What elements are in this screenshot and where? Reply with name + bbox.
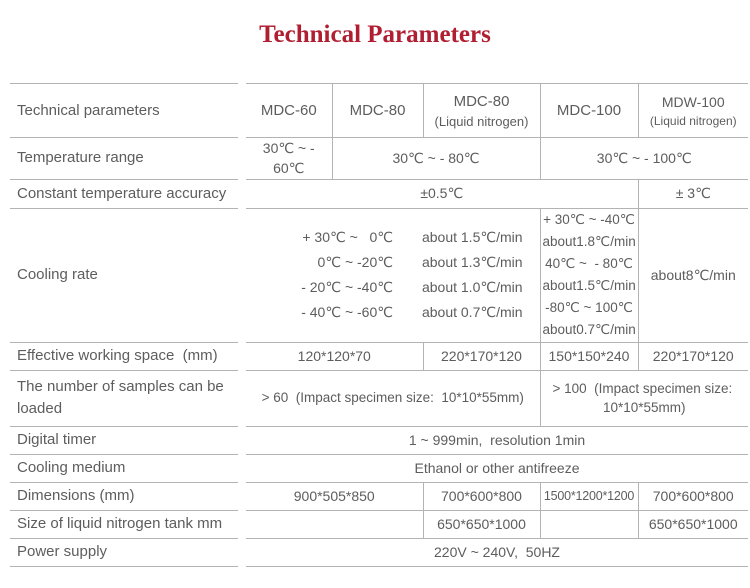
row-label: Dimensions (mm) xyxy=(10,482,238,510)
cell-dimensions-mdc-60-80: 900*505*850 xyxy=(246,482,423,510)
col-header-mdw-100-ln xyxy=(638,84,748,138)
model-name: MDC-60 xyxy=(260,101,317,119)
row-digital-timer xyxy=(10,426,748,454)
row-cooling-rate xyxy=(10,208,748,342)
row-label: Cooling rate xyxy=(10,208,238,342)
model-name: MDC-80 xyxy=(349,101,406,119)
column-gap xyxy=(238,510,246,538)
cell-space-mdc-80-ln: 220*170*120 xyxy=(423,342,540,370)
row-label: Effective working space (mm) xyxy=(10,342,238,370)
cell-space-mdw-100-ln: 220*170*120 xyxy=(638,342,748,370)
row-power-supply xyxy=(10,538,748,566)
model-subtitle: (Liquid nitrogen) xyxy=(649,113,737,128)
row-label: Cooling medium xyxy=(10,454,238,482)
cooling-rate-line: + 30℃ ~ -40℃ xyxy=(543,212,635,228)
row-temperature-range xyxy=(10,138,748,180)
header-row xyxy=(10,84,748,138)
col-header-mdc-80-ln xyxy=(423,84,540,138)
model-subtitle: (Liquid nitrogen) xyxy=(434,113,529,129)
row-label: Constant temperature accuracy xyxy=(10,179,238,208)
row-nitrogen-tank-size xyxy=(10,510,748,538)
model-name: MDC-100 xyxy=(556,101,622,119)
column-gap xyxy=(238,342,246,370)
row-dimensions xyxy=(10,482,748,510)
cell-dimensions-mdc-100: 1500*1200*1200 xyxy=(540,482,638,510)
row-label: Temperature range xyxy=(10,138,238,180)
cell-digital-timer: 1 ~ 999min, resolution 1min xyxy=(246,426,748,454)
model-name: MDW-100 xyxy=(661,94,725,111)
row-label: Size of liquid nitrogen tank mm xyxy=(10,510,238,538)
column-gap xyxy=(238,538,246,566)
cell-samples-group1: > 60 (Impact specimen size: 10*10*55mm) xyxy=(246,370,540,426)
cell-tank-mdc-80-ln: 650*650*1000 xyxy=(423,510,540,538)
cooling-rate-line: 0℃ ~ -20℃ about 1.3℃/min xyxy=(317,254,523,271)
col-header-mdc-100 xyxy=(540,84,638,138)
cell-space-mdc-60-80: 120*120*70 xyxy=(246,342,423,370)
cooling-rate-line: about0.7℃/min xyxy=(542,322,636,338)
row-effective-working-space xyxy=(10,342,748,370)
cell-power-supply: 220V ~ 240V, 50HZ xyxy=(246,538,748,566)
cell-samples-group2: > 100 (Impact specimen size: 10*10*55mm) xyxy=(540,370,748,426)
column-gap xyxy=(238,208,246,342)
cell-tank-mdc-60-80-empty xyxy=(246,510,423,538)
row-label: The number of samples can be loaded xyxy=(10,370,238,426)
cooling-rate-line: - 40℃ ~ -60℃ about 0.7℃/min xyxy=(301,304,523,321)
cell-cooling-mdc-100 xyxy=(540,208,638,342)
cell-dimensions-mdc-80-ln: 700*600*800 xyxy=(423,482,540,510)
column-gap xyxy=(238,84,246,138)
model-name: MDC-80 xyxy=(453,93,510,111)
column-gap xyxy=(238,370,246,426)
cell-temp-mdc-60: 30℃ ~ - 60℃ xyxy=(246,138,332,180)
column-gap xyxy=(238,454,246,482)
cooling-rate-line: about1.8℃/min xyxy=(542,234,636,250)
column-gap xyxy=(238,179,246,208)
cell-cooling-medium: Ethanol or other antifreeze xyxy=(246,454,748,482)
cell-accuracy-mdw-100-ln: ± 3℃ xyxy=(638,179,748,208)
cell-accuracy-standard: ±0.5℃ xyxy=(246,179,638,208)
cell-space-mdc-100: 150*150*240 xyxy=(540,342,638,370)
column-gap xyxy=(238,138,246,180)
cell-dimensions-mdw-100-ln: 700*600*800 xyxy=(638,482,748,510)
cell-tank-mdw-100-ln: 650*650*1000 xyxy=(638,510,748,538)
cooling-rate-line: 40℃ ~ - 80℃ xyxy=(545,256,633,272)
row-cooling-medium xyxy=(10,454,748,482)
cell-temp-mdc-100-group: 30℃ ~ - 100℃ xyxy=(540,138,748,180)
row-label: Digital timer xyxy=(10,426,238,454)
cooling-rate-line: + 30℃ ~ 0℃ about 1.5℃/min xyxy=(302,229,523,246)
col-header-mdc-60 xyxy=(246,84,332,138)
cooling-rate-line: about1.5℃/min xyxy=(542,278,636,294)
column-gap xyxy=(238,426,246,454)
cooling-rate-line: - 20℃ ~ -40℃ about 1.0℃/min xyxy=(301,279,523,296)
col-header-label: Technical parameters xyxy=(10,84,238,138)
col-header-mdc-80 xyxy=(332,84,423,138)
cell-cooling-standard xyxy=(246,208,540,342)
cell-tank-mdc-100-empty xyxy=(540,510,638,538)
column-gap xyxy=(238,482,246,510)
page-title: Technical Parameters xyxy=(259,21,491,48)
spec-table xyxy=(10,83,748,567)
cell-temp-mdc-80-group: 30℃ ~ - 80℃ xyxy=(332,138,540,180)
row-constant-temperature-accuracy xyxy=(10,179,748,208)
row-label: Power supply xyxy=(10,538,238,566)
cooling-rate-line: -80℃ ~ 100℃ xyxy=(545,300,633,316)
row-number-of-samples xyxy=(10,370,748,426)
cell-cooling-mdw-100-ln: about8℃/min xyxy=(638,208,748,342)
